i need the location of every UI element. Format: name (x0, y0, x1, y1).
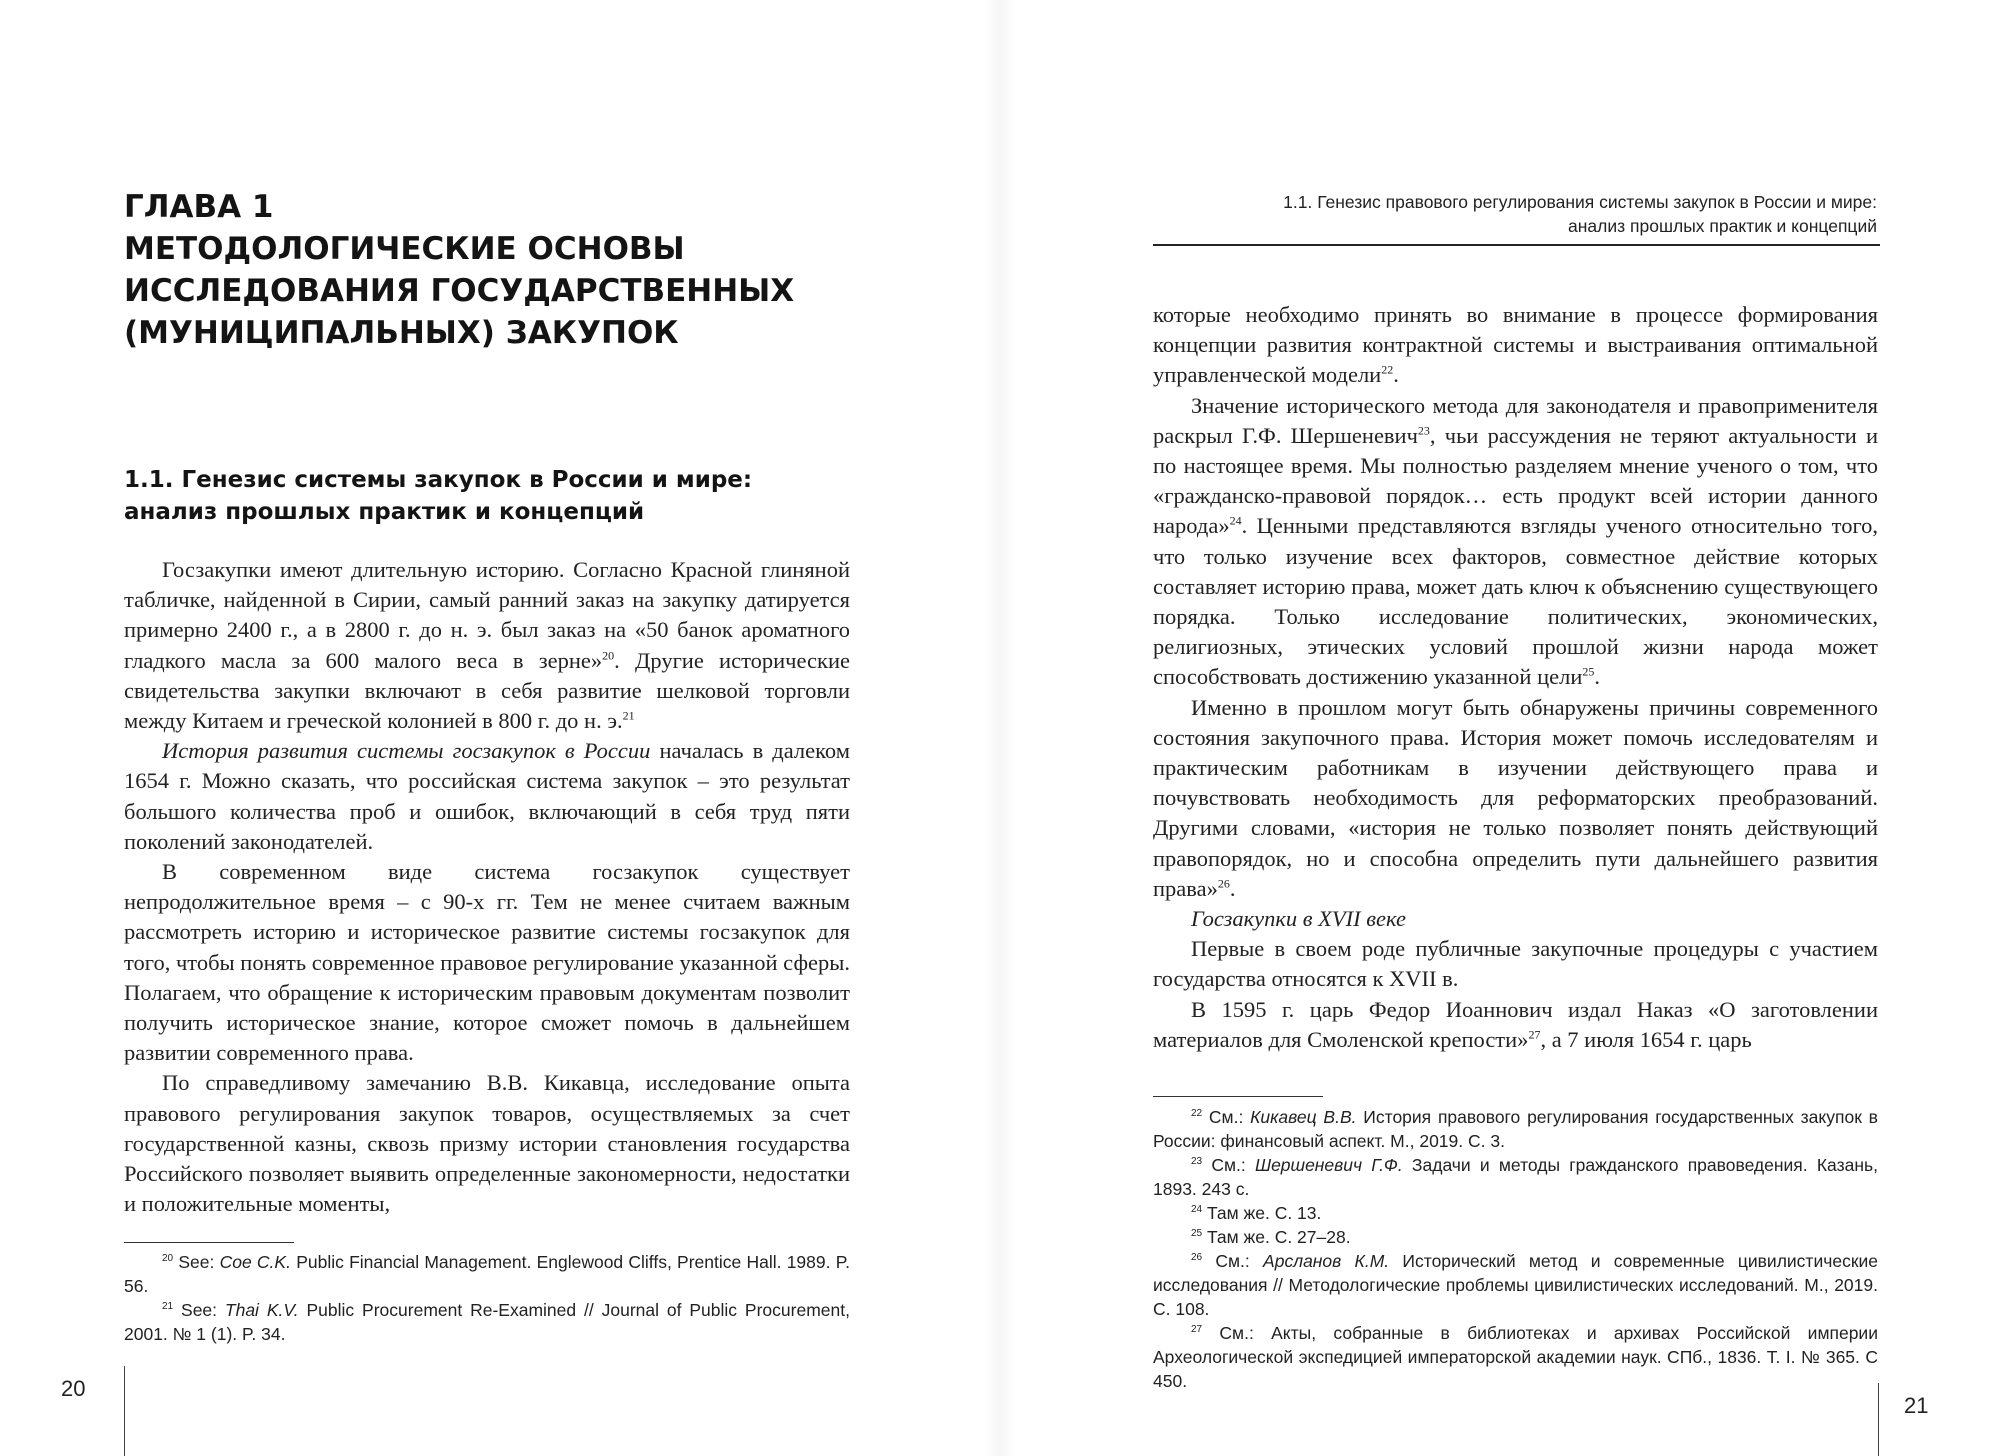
section-title-line: 1.1. Генезис системы закупок в России и мире: (124, 467, 753, 493)
paragraph: Именно в прошлом могут быть обнаружены причины современного состояния закупочного права. История может помочь исследователям и практическим работникам в изучении действующего права и почувствовать необходимость для реформаторских преобразований. Другими словами, «история не только позволяет понять действующий правопорядок, но и способна определить пути дальнейшего развития права»$^{26}$. (1153, 694, 1878, 901)
footnote: $^{23}$ См.: Шершеневич Г.Ф. Задачи и методы гражданского правоведения. Казань, 1893. 243 с. (1153, 1155, 1878, 1199)
chapter-title-line: ИССЛЕДОВАНИЯ ГОСУДАРСТВЕННЫХ (124, 273, 795, 309)
paragraph: Значение исторического метода для законодателя и правоприменителя раскрыл Г.Ф. Шершеневич$^{23}$, чьи рассуждения не теряют актуальности и по настоящее время. Мы полностью разделяем мнение ученого о том, что «гражданско-правовой порядок… есть продукт всей истории данного народа»$^{24}$. Ценными представляются взгляды ученого относительно того, что только изучение всех факторов, совместное действие которых составляет историю права, может дать ключ к объяснению существующего порядка. Только исследование политических, экономических, религиозных, этических условий прошлой жизни народа может способствовать достижению указанной цели$^{25}$. (1153, 392, 1878, 690)
footnote-ref: 27 (1528, 1027, 1541, 1042)
paragraph: В современном виде система госзакупок существует непродолжительное время – с 90-х гг. Тем не менее считаем важным рассмотреть историю и историческое развитие системы госзакупок для того, чтобы понять современное правовое регулирование указанной сферы. Полагаем, что обращение к историческим правовым документам позволит получить историческое знание, которое сможет помочь в дальнейшем развитии современного права. (124, 859, 850, 1066)
footnote-ref: 25 (1582, 664, 1595, 679)
footnote-ref: 21 (622, 708, 635, 723)
paragraph: которые необходимо принять во внимание в процессе формирования концепции развития контрактной системы и выстраивания оптимальной управленческой модели$^{22}$. (1153, 302, 1878, 388)
running-head (1150, 190, 1877, 238)
chapter-title-line: МЕТОДОЛОГИЧЕСКИЕ ОСНОВЫ (124, 231, 685, 267)
footnote: $^{24}$ Там же. С. 13. (1191, 1203, 1322, 1223)
page-number: 20 (61, 1376, 86, 1401)
footnote: $^{27}$ См.: Акты, собранные в библиотеках и архивах Российской империи Археологической экспедицией императорской академии наук. СПб., 1836. Т. I. № 365. С 450. (1153, 1323, 1878, 1391)
section-title-line: анализ прошлых практик и концепций (124, 499, 645, 525)
paragraph: История развития системы госзакупок в России началась в далеком 1654 г. Можно сказать, что российская система закупок – это результат большого количества проб и ошибок, включающий в себя труд пяти поколений законодателей. (124, 738, 850, 854)
footnote-ref: 22 (1381, 362, 1394, 377)
running-head-line: 1.1. Генезис правового регулирования системы закупок в России и мире: (1283, 192, 1877, 212)
running-head-line: анализ прошлых практик и концепций (1568, 216, 1877, 236)
footnote: $^{20}$ See: Coe C.K. Public Financial Management. Englewood Cliffs, Prentice Hall. 1989. P. 56. (124, 1252, 850, 1296)
paragraph: В 1595 г. царь Федор Иоаннович издал Наказ «О заготовлении материалов для Смоленской крепости»$^{27}$, а 7 июля 1654 г. царь (1153, 996, 1878, 1052)
paragraph: Первые в своем роде публичные закупочные процедуры с участием государства относятся к XVII в. (1153, 936, 1878, 992)
footnote-ref: 24 (1229, 513, 1242, 528)
footnote: $^{21}$ See: Thai K.V. Public Procurement Re-Examined // Journal of Public Procurement, 2001. № 1 (1). P. 34. (124, 1300, 850, 1344)
footnote-ref: 23 (1417, 423, 1430, 438)
paragraph: Госзакупки имеют длительную историю. Согласно Красной глиняной табличке, найденной в Сирии, самый ранний заказ на закупку датируется примерно 2400 г., а в 2800 г. до н. э. был заказ на «50 банок ароматного гладкого масла за 600 малого веса в зерне»$^{20}$. Другие исторические свидетельства закупки включают в себя развитие шелковой торговли между Китаем и греческой колонией в 800 г. до н. э.$^{21}$ (124, 557, 850, 734)
chapter-title-line: ГЛАВА 1 (124, 189, 274, 225)
right-footnotes (1153, 1105, 1878, 1393)
running-head-rule (1153, 244, 1880, 246)
footnote-ref: 20 (602, 648, 615, 663)
chapter-title-line: (МУНИЦИПАЛЬНЫХ) ЗАКУПОК (124, 315, 679, 351)
footnote: $^{22}$ См.: Кикавец В.В. История правового регулирования государственных закупок в России: финансовый аспект. М., 2019. С. 3. (1153, 1107, 1878, 1151)
paragraph: По справедливому замечанию В.В. Кикавца, исследование опыта правового регулирования закупок товаров, осуществляемых за счет государственной казны, сквозь призму истории становления государства Российского позволяет выявить определенные закономерности, недостатки и положительные моменты, (124, 1070, 850, 1217)
footnote-separator (1153, 1096, 1323, 1097)
footnote: $^{25}$ Там же. С. 27–28. (1191, 1227, 1351, 1247)
page-number: 21 (1904, 1393, 1929, 1418)
subheading: Госзакупки в XVII веке (1191, 906, 1406, 932)
right-body-text (1153, 300, 1878, 1055)
footnote: $^{26}$ См.: Арсланов К.М. Исторический метод и современные цивилистические исследования // Методологические проблемы цивилистических исследований. М., 2019. С. 108. (1153, 1251, 1878, 1319)
footnote-ref: 26 (1217, 876, 1230, 891)
margin-rule (1878, 1383, 1879, 1456)
